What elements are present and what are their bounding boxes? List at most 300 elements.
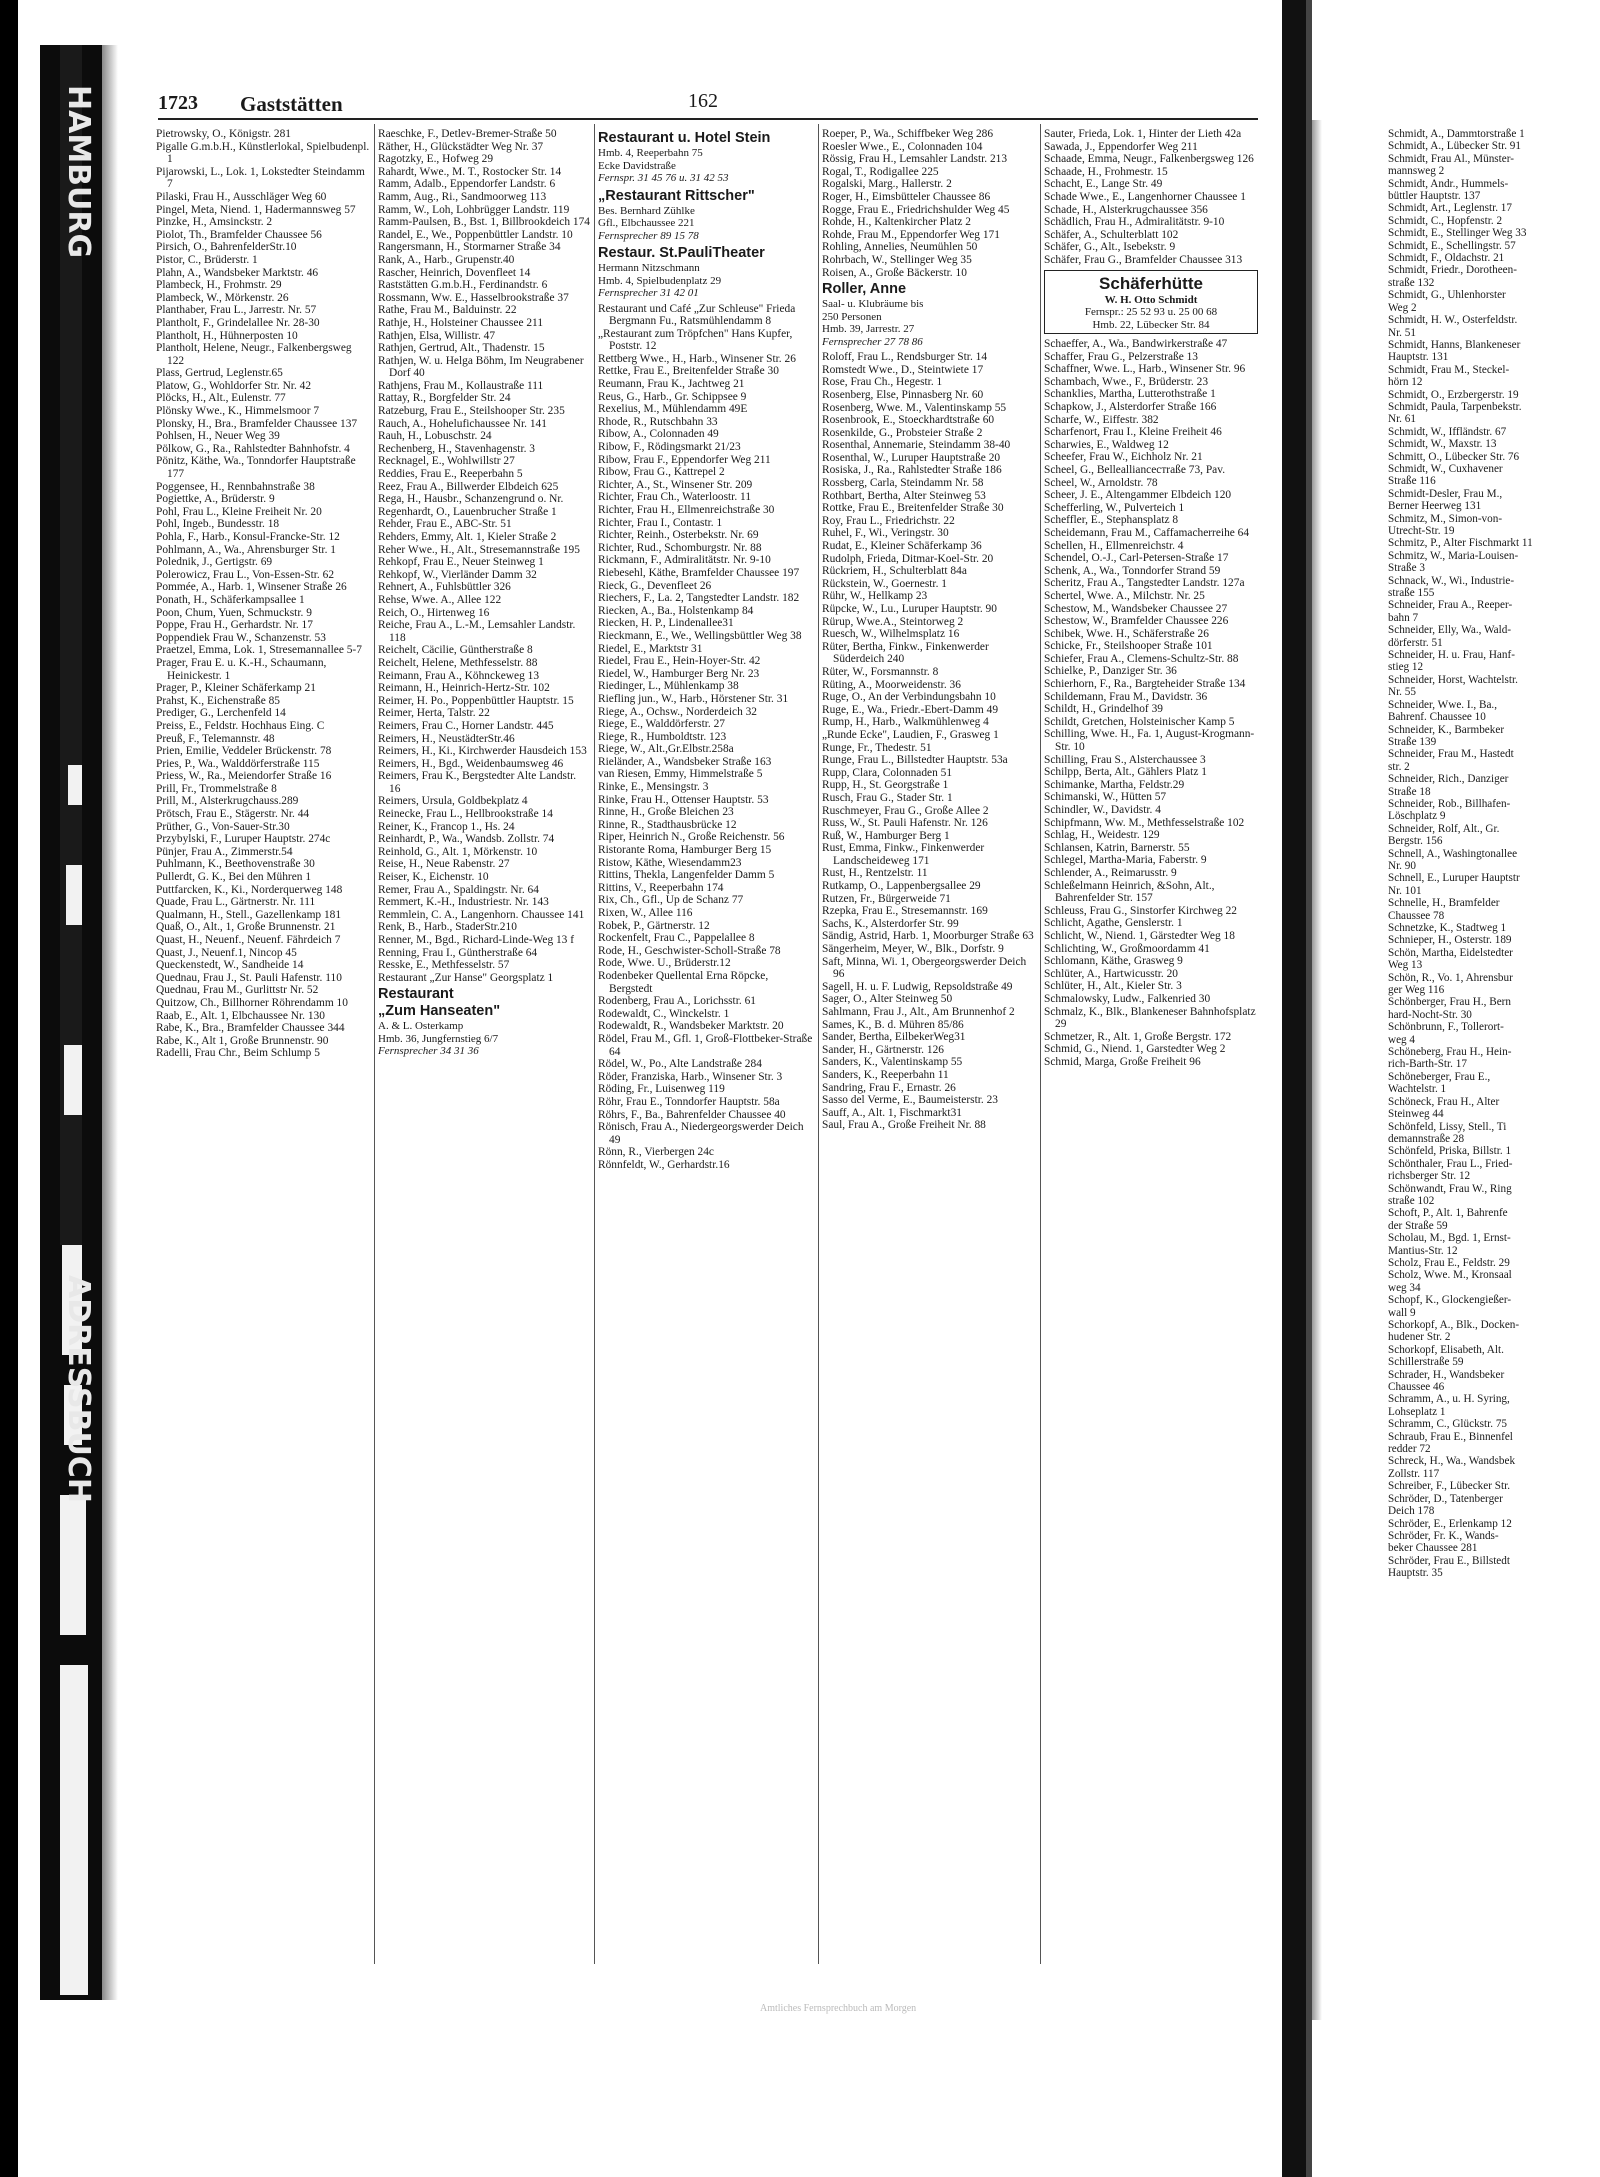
directory-entry: Rürup, Wwe.A., Steintorweg 2 <box>822 615 964 628</box>
directory-entry: Praetzel, Emma, Lok. 1, Stresemannallee 5-7 <box>156 644 362 657</box>
directory-entry: Nr. 101 <box>1388 884 1422 897</box>
directory-entry: Pogiettke, A., Brüderstr. 9 <box>156 493 275 506</box>
directory-entry: Schöneberg, Frau H., Hein- <box>1388 1046 1512 1059</box>
directory-entry: Reimers, H., Bgd., Weidenbaumsweg 46 <box>378 757 564 770</box>
directory-entry: Straße 3 <box>1388 562 1425 575</box>
directory-entry: Rathje, H., Holsteiner Chaussee 211 <box>378 316 544 329</box>
directory-column-1 <box>156 128 370 1948</box>
directory-column-2 <box>378 128 590 1948</box>
ad-roller-anne <box>822 281 1036 348</box>
directory-entry: Scheel, W., Arnoldstr. 78 <box>1044 476 1158 489</box>
directory-entry: Quitzow, Ch., Billhorner Röhrendamm 10 <box>156 996 348 1009</box>
directory-entry: Prill, M., Alsterkrugchauss.289 <box>156 795 299 808</box>
directory-entry: Schoft, P., Alt. 1, Bahrenfe <box>1388 1207 1508 1220</box>
directory-entry: Schmidt, Paula, Tarpenbekstr. <box>1388 400 1522 413</box>
directory-entry: Rönisch, Frau A., Niedergeorgswerder Deich 49 <box>598 1121 804 1146</box>
directory-entry: Ratzeburg, Frau E., Steilshooper Str. 235 <box>378 405 565 418</box>
directory-entry: Plönsky Wwe., K., Himmelsmoor 7 <box>156 405 320 418</box>
directory-entry: Rodewaldt, R., Wandsbeker Marktstr. 20 <box>598 1020 784 1033</box>
directory-entry: Schildemann, Frau M., Davidstr. 36 <box>1044 690 1208 703</box>
directory-entry: Räther, H., Glückstädter Weg Nr. 37 <box>378 140 544 153</box>
directory-entry: ger Weg 116 <box>1388 984 1445 997</box>
directory-entry: Schorkopf, A., Blk., Docken- <box>1388 1319 1520 1331</box>
directory-entry: Plonsky, H., Bra., Bramfelder Chaussee 137 <box>156 417 358 430</box>
directory-entry: Schönfeld, Lissy, Stell., Ti <box>1388 1120 1507 1133</box>
directory-entry: Rinne, R., Stadthausbrücke 12 <box>598 818 737 831</box>
directory-entry: Schmidt-Desler, Frau M., <box>1388 487 1503 500</box>
ad-title: Restaur. St.PauliTheater <box>598 245 765 261</box>
directory-column-3 <box>598 128 814 1948</box>
directory-entry: Pinzke, H., Amsinckstr. 2 <box>156 216 273 229</box>
directory-entry: Pohla, F., Harb., Konsul-Francke-Str. 12 <box>156 531 340 543</box>
directory-entry: Scheffler, E., Stephansplatz 8 <box>1044 514 1179 527</box>
directory-entry: Rusch, Frau G., Stader Str. 1 <box>822 791 953 804</box>
directory-entry: Sander, H., Gärtnerstr. 126 <box>822 1043 944 1056</box>
directory-entry: Rosiska, J., Ra., Rahlstedter Straße 186 <box>822 464 1002 477</box>
directory-entry: Schestow, W., Bramfelder Chaussee 226 <box>1044 615 1229 628</box>
binding-strip <box>40 45 102 2000</box>
directory-entry: straße 132 <box>1388 276 1435 289</box>
directory-entry: Qualmann, H., Stell., Gazellenkamp 181 <box>156 908 342 921</box>
directory-entry: Rohde, Frau M., Eppendorfer Weg 171 <box>822 228 1000 241</box>
ad-title: „Restaurant Rittscher" <box>598 187 755 204</box>
directory-entry: Schacht, E., Lange Str. 49 <box>1044 178 1163 191</box>
right-page-shadow <box>1312 120 1322 2020</box>
directory-entry: Rossmann, Ww. E., Hasselbrookstraße 37 <box>378 291 569 304</box>
directory-entry: Prager, P., Kleiner Schäferkamp 21 <box>156 682 316 695</box>
directory-entry: „Restaurant zum Tröpfchen" Hans Kupfer, Poststr. 12 <box>598 327 793 353</box>
directory-entry: Rinne, H., Große Bleichen 23 <box>598 806 734 819</box>
directory-entry: Rödel, W., Po., Alte Landstraße 284 <box>598 1058 762 1071</box>
directory-entry: Quednau, Frau J., St. Pauli Hafenstr. 110 <box>156 971 342 984</box>
directory-entry: Plantholt, F., Grindelallee Nr. 28-30 <box>156 316 320 329</box>
directory-entry: Pijarowski, L., Lok. 1, Lokstedter Steindamm 7 <box>156 165 365 191</box>
directory-entry: „Runde Ecke", Laudien, F., Grasweg 1 <box>822 728 999 741</box>
ad-line: Bes. Bernhard Zühlke <box>598 204 695 217</box>
directory-entry: Sahlmann, Frau J., Alt., Am Brunnenhof 2 <box>822 1006 1015 1018</box>
directory-entry: Schönwandt, Frau W., Ring <box>1388 1182 1512 1195</box>
ad-restaurant-rittscher <box>598 188 814 243</box>
directory-entry: Pries, P., Wa., Walddörferstraße 115 <box>156 757 320 770</box>
directory-entry: Schilling, Frau S., Alsterchaussee 3 <box>1044 753 1206 766</box>
directory-entry: Röhrs, F., Ba., Bahrenfelder Chaussee 40 <box>598 1108 786 1121</box>
directory-entry: Roy, Frau L., Friedrichstr. 22 <box>822 514 955 527</box>
directory-entry: Reez, Frau A., Billwerder Elbdeich 625 <box>378 480 559 493</box>
directory-entry: Radelli, Frau Chr., Beim Schlump 5 <box>156 1047 320 1060</box>
directory-entry: Schmidt, F., Oldachstr. 21 <box>1388 252 1505 265</box>
directory-entry: Rathjen, Elsa, Willistr. 47 <box>378 329 496 342</box>
directory-entry: Rahardt, Wwe., M. T., Rostocker Str. 14 <box>378 165 562 178</box>
directory-entry: Scholau, M., Bgd. 1, Ernst- <box>1388 1232 1511 1245</box>
directory-entry: Schlender, A., Reimarusstr. 9 <box>1044 866 1177 879</box>
directory-entry: Ribow, Frau F., Eppendorfer Weg 211 <box>598 453 771 466</box>
directory-entry: Rettberg Wwe., H., Harb., Winsener Str. 26 <box>598 352 796 365</box>
directory-entry: Chaussee 78 <box>1388 909 1445 922</box>
directory-entry: Schneider, Frau M., Hastedt <box>1388 748 1514 761</box>
directory-entry: Sawada, J., Eppendorfer Weg 211 <box>1044 140 1198 153</box>
header-rule <box>158 118 1258 120</box>
binding-glyph-1: HAMBURG <box>61 85 96 259</box>
directory-entry: Schraub, Frau E., Binnenfel <box>1388 1430 1513 1443</box>
directory-entry: stieg 12 <box>1388 661 1424 674</box>
directory-entry: Schlansen, Katrin, Barnerstr. 55 <box>1044 841 1190 854</box>
directory-entry: Rechenberg, H., Stavenhagenstr. 3 <box>378 442 536 455</box>
directory-entry: Sauff, A., Alt. 1, Fischmarkt31 <box>822 1106 962 1119</box>
directory-entry: Recknagel, E., Wohlwillstr 27 <box>378 455 515 468</box>
directory-entry: Rudolph, Frieda, Ditmar-Koel-Str. 20 <box>822 552 994 565</box>
directory-entry: Schöneberger, Frau E., <box>1388 1070 1491 1083</box>
directory-entry: Reimann, H., Heinrich-Hertz-Str. 102 <box>378 682 550 695</box>
directory-entry: Schaffer, Frau G., Pelzerstraße 13 <box>1044 350 1199 363</box>
directory-entry: Riebesehl, Käthe, Bramfelder Chaussee 197 <box>598 566 800 579</box>
directory-entry: Roeper, P., Wa., Schiffbeker Weg 286 <box>822 128 994 140</box>
directory-entry: Poppe, Frau H., Gerhardstr. Nr. 17 <box>156 619 313 632</box>
directory-entry: Ragotzky, E., Hofweg 29 <box>378 153 494 166</box>
directory-entry: Ramm, Adalb., Eppendorfer Landstr. 6 <box>378 178 556 191</box>
directory-entry: Preuß, F., Telemannstr. 48 <box>156 732 275 745</box>
directory-entry: Preiss, E., Feldstr. Hochhaus Eing. C <box>156 719 325 732</box>
directory-entry: Pistor, C., Brüderstr. 1 <box>156 253 258 266</box>
directory-entry: Piolot, Th., Bramfelder Chaussee 56 <box>156 228 322 241</box>
directory-entry: hudener Str. 2 <box>1388 1331 1451 1344</box>
column-divider <box>594 124 595 1964</box>
directory-entry: Rattay, R., Borgfelder Str. 24 <box>378 392 511 405</box>
directory-entry: Ruhel, F., Wi., Veringstr. 30 <box>822 527 949 540</box>
directory-entry: Rexelius, M., Mühlendamm 49E <box>598 403 748 416</box>
ad-zum-hanseaten <box>378 986 590 1058</box>
directory-entry: Schäfer, A., Schulterblatt 102 <box>1044 228 1179 241</box>
directory-entry: Schmidt, G., Uhlenhorster <box>1388 289 1506 302</box>
directory-entry: Roesler Wwe., E., Colonnaden 104 <box>822 140 983 153</box>
directory-entry: Richter, Frau I., Contastr. 1 <box>598 516 723 529</box>
directory-entry: beker Chaussee 281 <box>1388 1542 1478 1555</box>
directory-entry: Resske, E., Methfesselstr. 57 <box>378 959 510 972</box>
directory-entry: rich-Barth-Str. 17 <box>1388 1058 1467 1071</box>
directory-entry: Rehkopf, Frau E., Neuer Steinweg 1 <box>378 556 544 569</box>
directory-entry: Schmitt, O., Lübecker Str. 76 <box>1388 450 1520 463</box>
directory-entry: Schlüter, H., Alt., Kieler Str. 3 <box>1044 980 1182 993</box>
directory-entry: Rieck, G., Devenfleet 26 <box>598 579 712 592</box>
directory-entry: Pommée, A., Harb. 1, Winsener Straße 26 <box>156 581 347 594</box>
directory-entry: Schnell, A., Washingtonallee <box>1388 847 1518 860</box>
scan-border-left <box>0 0 18 2177</box>
directory-entry: Schmid, Marga, Große Freiheit 96 <box>1044 1055 1201 1068</box>
directory-entry: Pohlmann, A., Wa., Ahrensburger Str. 1 <box>156 543 336 556</box>
ad-title: Roller, Anne <box>822 281 907 298</box>
directory-entry: Schilling, Wwe. H., Fa. 1, August-Krogmann-Str. 10 <box>1044 728 1255 754</box>
ad-line: Saal- u. Klubräume bis <box>822 298 924 311</box>
directory-entry: Riper, Heinrich N., Große Reichenstr. 56 <box>598 831 785 844</box>
directory-entry: Schnetzke, K., Stadtweg 1 <box>1388 922 1507 934</box>
directory-entry: Schmidt, C., Hopfenstr. 2 <box>1388 214 1503 227</box>
directory-entry: Reiser, K., Eichenstr. 10 <box>378 871 489 884</box>
directory-entry: Schilpp, Berta, Alt., Gählers Platz 1 <box>1044 766 1207 779</box>
directory-entry: Rüter, W., Forsmannstr. 8 <box>822 665 939 678</box>
directory-entry: Ruesch, W., Wilhelmsplatz 16 <box>822 628 960 641</box>
directory-entry: Roloff, Frau L., Rendsburger Str. 14 <box>822 351 988 364</box>
directory-entry: Ruß, W., Hamburger Berg 1 <box>822 829 950 842</box>
ad-line: Hmb. 39, Jarrestr. 27 <box>822 323 915 336</box>
directory-entry: Rogge, Frau E., Friedrichshulder Weg 45 <box>822 203 1010 216</box>
ad-line: Hmb. 4, Spielbudenplatz 29 <box>598 274 722 287</box>
directory-entry: Rönn, R., Vierbergen 24c <box>598 1146 714 1159</box>
directory-entry: Schlomann, Käthe, Grasweg 9 <box>1044 955 1183 968</box>
directory-entry: Reimers, Ursula, Goldbekplatz 4 <box>378 795 528 808</box>
directory-entry: Prüther, G., Von-Sauer-Str.30 <box>156 820 290 833</box>
directory-entry: Prien, Emilie, Veddeler Brückenstr. 78 <box>156 745 332 758</box>
directory-entry: Schneider, Rob., Billhafen- <box>1388 797 1511 810</box>
directory-entry: Reichelt, Helene, Methfesselstr. 88 <box>378 656 538 669</box>
directory-entry: Schnack, W., Wi., Industrie- <box>1388 574 1515 587</box>
directory-entry: Rehkopf, W., Vierländer Damm 32 <box>378 568 537 581</box>
directory-entry: Reimann, Frau A., Köhnckeweg 13 <box>378 669 540 682</box>
directory-entry: Rieckmann, E., We., Wellingsbüttler Weg 38 <box>598 629 802 642</box>
directory-entry: hard-Nocht-Str. 30 <box>1388 1008 1472 1021</box>
directory-entry: Riedinger, L., Mühlenkamp 38 <box>598 680 739 693</box>
directory-entry: Weg 13 <box>1388 959 1423 972</box>
directory-entry: Ruge, E., Wa., Friedr.-Ebert-Damm 49 <box>822 703 999 716</box>
directory-entry: Plöcks, H., Alt., Eulenstr. 77 <box>156 392 286 405</box>
directory-entry: Ristorante Roma, Hamburger Berg 15 <box>598 844 772 857</box>
directory-entry: Riefling jun., W., Harb., Hörstener Str. 31 <box>598 692 789 705</box>
directory-entry: Röder, Franziska, Harb., Winsener Str. 3 <box>598 1070 783 1083</box>
directory-entry: Schiefer, Frau A., Clemens-Schultz-Str. 88 <box>1044 652 1239 665</box>
directory-entry: Schmid, G., Niend. 1, Garstedter Weg 2 <box>1044 1043 1226 1056</box>
directory-entry: Restaurant und Café „Zur Schleuse" Frieda Bergmann Fu., Ratsmühlendamm 8 <box>598 302 796 328</box>
directory-entry: Rose, Frau Ch., Hegestr. 1 <box>822 376 943 389</box>
directory-entry: Rohrbach, W., Stellinger Weg 35 <box>822 253 972 266</box>
directory-entry: Richter, Reinh., Osterbekstr. Nr. 69 <box>598 529 759 542</box>
directory-entry: Straße 116 <box>1388 475 1436 488</box>
directory-entry: Schrader, H., Wandsbeker <box>1388 1368 1505 1381</box>
directory-entry: Nr. 61 <box>1388 413 1416 426</box>
directory-entry: Schlicht, Agathe, Genslerstr. 1 <box>1044 917 1183 930</box>
page-header <box>158 92 1258 120</box>
directory-entry: Priess, W., Ra., Meiendorfer Straße 16 <box>156 770 332 783</box>
directory-entry: Poppendiek Frau W., Schanzenstr. 53 <box>156 631 326 644</box>
directory-entry: Rickmann, F., Admiralitätstr. Nr. 9-10 <box>598 554 771 567</box>
directory-entry: weg 34 <box>1388 1281 1421 1294</box>
directory-entry: Rathjen, W. u. Helga Böhm, Im Neugrabener Dorf 40 <box>378 354 584 380</box>
directory-entry: Rix, Ch., Gfl., Up de Schanz 77 <box>598 894 744 907</box>
directory-entry: Schlag, H., Weidestr. 129 <box>1044 829 1160 842</box>
directory-entry: Rückstein, W., Goernestr. 1 <box>822 577 947 590</box>
ad-line: Gfl., Elbchaussee 221 <box>598 217 695 229</box>
directory-entry: Remmlein, C. A., Langenhorn. Chaussee 141 <box>378 908 585 921</box>
column-divider <box>1040 124 1041 1964</box>
directory-entry: Schanklies, Martha, Lutterothstraße 1 <box>1044 388 1216 401</box>
directory-entry: Rzepka, Frau E., Stresemannstr. 169 <box>822 905 988 918</box>
directory-entry: van Riesen, Emmy, Himmelstraße 5 <box>598 768 763 781</box>
page-number: 162 <box>688 90 718 112</box>
directory-entry: Rupp, H., St. Georgstraße 1 <box>822 779 949 792</box>
directory-entry: Sandring, Frau F., Ernastr. 26 <box>822 1081 956 1094</box>
directory-entry: Berner Heerweg 131 <box>1388 500 1482 513</box>
directory-entry: Schicke, Fr., Steilshooper Straße 101 <box>1044 640 1213 653</box>
directory-entry: Schefferling, W., Pulverteich 1 <box>1044 501 1185 514</box>
directory-entry: Schaeffer, A., Wa., Bandwirkerstraße 47 <box>1044 338 1228 351</box>
directory-entry: Sander, Bertha, EilbekerWeg31 <box>822 1031 966 1044</box>
directory-entry: Rohling, Annelies, Neumühlen 50 <box>822 241 978 254</box>
directory-entry: Plambeck, H., Frohmstr. 29 <box>156 279 282 292</box>
directory-entry: Mantius-Str. 12 <box>1388 1244 1458 1257</box>
directory-entry: Schöneck, Frau H., Alter <box>1388 1095 1500 1108</box>
directory-entry: Reichelt, Cäcilie, Güntherstraße 8 <box>378 644 533 657</box>
ad-line: Hmb. 36, Jungfernstieg 6/7 <box>378 1032 499 1045</box>
directory-entry: Saft, Minna, Wi. 1, Obergeorgswerder Deich 96 <box>822 955 1027 981</box>
directory-entry: straße 155 <box>1388 587 1435 600</box>
directory-entry: Schmitz, W., Maria-Louisen- <box>1388 549 1519 562</box>
directory-entry: Schmidt, Frau M., Steckel- <box>1388 363 1510 376</box>
directory-entry: Ribow, Frau G., Kattrepel 2 <box>598 466 725 479</box>
directory-entry: Straße 18 <box>1388 785 1431 798</box>
directory-entry: Schmitz, M., Simon-von- <box>1388 512 1503 525</box>
directory-entry: Rinke, Frau H., Ottenser Hauptstr. 53 <box>598 793 769 806</box>
directory-entry: Schenk, A., Wa., Tonndorfer Strand 59 <box>1044 564 1221 577</box>
directory-entry: Schimanke, Martha, Feldstr.29 <box>1044 778 1185 791</box>
directory-entry: Poggensee, H., Rennbahnstraße 38 <box>156 480 315 493</box>
directory-entry: Reise, H., Neue Rabenstr. 27 <box>378 858 510 871</box>
directory-entry: Rodewaldt, C., Winckelstr. 1 <box>598 1007 730 1020</box>
directory-entry: Romstedt Wwe., D., Steintwiete 17 <box>822 363 984 376</box>
directory-entry: Sager, O., Alter Steinweg 50 <box>822 993 953 1006</box>
directory-entry: Schmalz, K., Blk., Blankeneser Bahnhofsplatz 29 <box>1044 1005 1256 1031</box>
directory-entry: Schaade, Emma, Neugr., Falkenbergsweg 126 <box>1044 153 1254 166</box>
directory-entry: Prager, Frau E. u. K.-H., Schaumann, Heinickestr. 1 <box>156 656 327 682</box>
ad-line: W. H. Otto Schmidt <box>1104 293 1198 306</box>
directory-entry: Reimer, Herta, Talstr. 22 <box>378 707 490 720</box>
directory-entry: Schnieper, H., Osterstr. 189 <box>1388 934 1512 947</box>
directory-entry: Richter, Frau H., Ellmenreichstraße 30 <box>598 504 775 516</box>
directory-entry: Rieländer, A., Wandsbeker Straße 163 <box>598 755 772 768</box>
directory-entry: Ramm, W., Loh, Lohbrügger Landstr. 119 <box>378 203 570 216</box>
directory-entry: Plambeck, W., Mörkenstr. 26 <box>156 291 289 304</box>
directory-entry: Rust, H., Rentzelstr. 11 <box>822 867 928 880</box>
ad-line: Fernsprecher 34 31 36 <box>378 1045 479 1058</box>
directory-entry: Rosenberg, Wwe. M., Valentinskamp 55 <box>822 401 1007 414</box>
directory-entry: Plahn, A., Wandsbeker Marktstr. 46 <box>156 266 319 279</box>
directory-entry: Renner, M., Bgd., Richard-Linde-Weg 13 f <box>378 934 575 946</box>
directory-entry: Steinweg 44 <box>1388 1108 1444 1121</box>
directory-entry: Scharwies, E., Waldweg 12 <box>1044 438 1169 451</box>
directory-entry: Scholz, Frau E., Feldstr. 29 <box>1388 1256 1510 1269</box>
directory-entry: Hauptstr. 35 <box>1388 1567 1443 1580</box>
directory-entry: Schmidt, W., Iffländstr. 67 <box>1388 425 1507 438</box>
directory-entry: Schnelle, H., Bramfelder <box>1388 897 1500 910</box>
directory-entry: Schmidt, A., Lübecker Str. 91 <box>1388 140 1521 153</box>
ad-title: Restaurant u. Hotel Stein <box>598 130 771 146</box>
directory-entry: Platow, G., Wohldorfer Str. Nr. 42 <box>156 379 312 392</box>
ad-line: Fernsprecher 89 15 78 <box>598 229 699 242</box>
directory-entry: Rauh, H., Lobuschstr. 24 <box>378 430 492 443</box>
directory-entry: Rhode, R., Rutschbahn 33 <box>598 415 718 428</box>
directory-entry: Rosenthal, W., Luruper Hauptstraße 20 <box>822 451 1001 464</box>
directory-entry: Sanders, K., Valentinskamp 55 <box>822 1056 963 1069</box>
directory-entry: Scharfenort, Frau I., Kleine Freiheit 46 <box>1044 426 1222 439</box>
directory-entry: Schaade, H., Frohmestr. 15 <box>1044 165 1168 178</box>
directory-entry: Schön, R., Vo. 1, Ahrensbur <box>1388 971 1513 984</box>
directory-entry: Utrecht-Str. 19 <box>1388 525 1455 537</box>
directory-entry: Ruschmeyer, Frau G., Große Allee 2 <box>822 804 989 817</box>
directory-entry: hörn 12 <box>1388 376 1423 389</box>
directory-entry: Schönfeld, Priska, Billstr. 1 <box>1388 1145 1512 1158</box>
page-code: 1723 <box>158 92 198 114</box>
directory-entry: Weg 2 <box>1388 301 1417 314</box>
directory-entry: Saul, Frau A., Große Freiheit Nr. 88 <box>822 1119 986 1132</box>
directory-entry: Ribow, A., Colonnaden 49 <box>598 428 719 441</box>
directory-entry: Reumann, Frau K., Jachtweg 21 <box>598 378 745 391</box>
directory-entry: Schade, H., Alsterkrugchaussee 356 <box>1044 203 1208 216</box>
directory-entry: Schramm, A., u. H. Syring, <box>1388 1393 1510 1406</box>
directory-entry: Rehnert, A., Fuhlsbüttler 326 <box>378 581 511 594</box>
directory-entry: Rottke, Frau E., Breitenfelder Straße 30 <box>822 502 1004 515</box>
directory-entry: straße 102 <box>1388 1194 1435 1207</box>
directory-entry: Schildt, Gretchen, Holsteinischer Kamp 5 <box>1044 715 1235 728</box>
directory-entry: Riedel, E., Marktstr 31 <box>598 642 703 655</box>
directory-entry: Schmalowsky, Ludw., Falkenried 30 <box>1044 992 1211 1005</box>
directory-entry: Schreiber, F., Lübecker Str. <box>1388 1480 1510 1493</box>
directory-entry: Rudat, E., Kleiner Schäferkamp 36 <box>822 540 982 553</box>
directory-entry: Rump, H., Harb., Walkmühlenweg 4 <box>822 716 989 729</box>
directory-entry: Schmetzer, R., Alt. 1, Große Bergstr. 172 <box>1044 1030 1232 1043</box>
directory-entry: Röhr, Frau E., Tonndorfer Hauptstr. 58a <box>598 1095 780 1108</box>
directory-entry: Reinhardt, P., Wa., Wandsb. Zollstr. 74 <box>378 833 555 846</box>
directory-entry: Rosenberg, Else, Pinnasberg Nr. 60 <box>822 388 984 401</box>
directory-entry: bahn 7 <box>1388 611 1419 624</box>
directory-entry: Schmidt, Frau Al., Münster- <box>1388 152 1514 165</box>
directory-entry: Schlichting, W., Großmoordamm 41 <box>1044 942 1210 955</box>
directory-entry: Renk, B., Harb., StaderStr.210 <box>378 921 517 934</box>
directory-entry: Ristow, Käthe, Wiesendamm23 <box>598 856 742 869</box>
directory-entry: Schmidt, Friedr., Dorotheen- <box>1388 264 1517 277</box>
directory-entry: Ribow, F., Rödingsmarkt 21/23 <box>598 441 741 454</box>
directory-entry: Sagell, H. u. F. Ludwig, Repsoldstraße 49 <box>822 980 1013 993</box>
ad-line: Fernsprecher 31 42 01 <box>598 287 699 299</box>
directory-entry: Hauptstr. 131 <box>1388 351 1449 364</box>
directory-entry: Reinecke, Frau L., Hellbrookstraße 14 <box>378 808 553 821</box>
directory-entry: Schmidt, H. W., Osterfeldstr. <box>1388 314 1518 327</box>
directory-entry: Schildt, H., Grindelhof 39 <box>1044 703 1163 716</box>
footer-faint-text: Amtliches Fernsprechbuch am Morgen <box>760 2003 917 2014</box>
directory-entry: Rühr, W., Hellkamp 23 <box>822 590 928 603</box>
directory-entry: Schneider, Frau A., Reeper- <box>1388 599 1513 612</box>
directory-entry: Schendel, O.-J., Carl-Petersen-Straße 17 <box>1044 552 1229 565</box>
directory-entry: Rixen, W., Allee 116 <box>598 907 693 919</box>
directory-entry: Riege, A., Ochsw., Norderdeich 32 <box>598 705 758 718</box>
section-title: Gaststätten <box>240 92 343 116</box>
directory-entry: Rode, H., Geschwister-Scholl-Straße 78 <box>598 944 781 957</box>
ad-stpauli-theater <box>598 245 814 300</box>
directory-entry: Ramm-Paulsen, B., Bst. 1, Billbrookdeich 174 <box>378 216 590 229</box>
directory-entry: Lohseplatz 1 <box>1388 1405 1446 1418</box>
directory-entry: Pünjer, Frau A., Zimmerstr.54 <box>156 845 293 858</box>
directory-entry: mannsweg 2 <box>1388 165 1445 178</box>
directory-entry: Rangersmann, H., Stormarner Straße 34 <box>378 241 561 254</box>
directory-entry: Schimanski, W., Hütten 57 <box>1044 791 1167 804</box>
directory-entry: richsberger Str. 12 <box>1388 1170 1471 1183</box>
directory-entry: redder 72 <box>1388 1443 1431 1456</box>
directory-entry: Riecken, A., Ba., Holstenkamp 84 <box>598 604 754 617</box>
directory-entry: Pohlsen, H., Neuer Weg 39 <box>156 430 280 443</box>
directory-entry: Rupp, Clara, Colonnaden 51 <box>822 766 953 779</box>
directory-entry: Reimers, Frau C., Horner Landstr. 445 <box>378 719 554 732</box>
directory-entry: Reus, G., Harb., Gr. Schippsee 9 <box>598 390 747 403</box>
directory-entry: Schneider, K., Barmbeker <box>1388 723 1505 736</box>
directory-entry: Rehders, Emmy, Alt. 1, Kieler Straße 2 <box>378 531 557 543</box>
directory-entry: Schielke, P., Danziger Str. 36 <box>1044 665 1177 678</box>
directory-entry: Pietrowsky, O., Königstr. 281 <box>156 128 292 140</box>
directory-entry: Rehse, Wwe. A., Allee 122 <box>378 593 502 606</box>
